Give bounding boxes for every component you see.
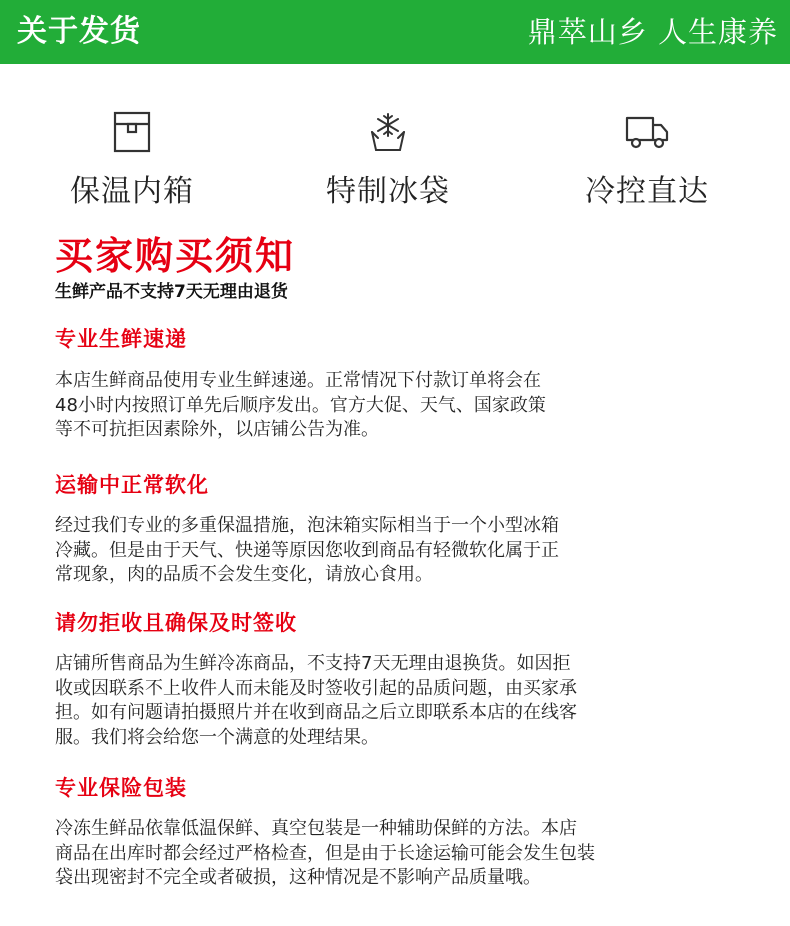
section-heading-express: 专业生鲜速递	[55, 327, 187, 351]
brand-slogan: 鼎萃山乡 人生康养	[527, 15, 778, 49]
feature-ice-bag	[288, 110, 488, 210]
feature-label: 保温内箱	[70, 174, 194, 209]
feature-label: 冷控直达	[585, 174, 709, 209]
body-line: 店铺所售商品为生鲜冷冻商品，不支持7天无理由退换货。如因拒	[55, 653, 571, 674]
page-title: 关于发货	[17, 14, 141, 49]
box-icon	[112, 110, 152, 154]
body-line: 袋出现密封不完全或者破损，这种情况是不影响产品质量哦。	[55, 867, 541, 888]
body-line: 担。如有问题请拍摄照片并在收到商品之后立即联系本店的在线客	[55, 702, 577, 723]
delivery-truck-icon	[623, 110, 671, 154]
notice-subtitle: 生鲜产品不支持7天无理由退货	[55, 282, 288, 302]
snowflake-bag-icon	[366, 110, 410, 154]
feature-label: 特制冰袋	[326, 174, 450, 209]
body-line: 本店生鲜商品使用专业生鲜速递。正常情况下付款订单将会在	[55, 370, 541, 391]
section-body-express	[55, 369, 745, 443]
body-line: 冷藏。但是由于天气、快递等原因您收到商品有轻微软化属于正	[55, 539, 559, 561]
body-line: 冷冻生鲜品依靠低温保鲜、真空包装是一种辅助保鲜的方法。本店	[55, 818, 577, 839]
body-line: 等不可抗拒因素除外，以店铺公告为准。	[55, 419, 379, 440]
body-line: 48小时内按照订单先后顺序发出。官方大促、天气、国家政策	[55, 394, 546, 416]
section-heading-softening: 运输中正常软化	[55, 473, 209, 497]
section-body-signing	[55, 652, 745, 750]
body-line: 常现象，肉的品质不会发生变化，请放心食用。	[55, 564, 433, 585]
header-bar	[0, 0, 790, 64]
section-body-softening	[55, 514, 745, 588]
feature-insulated-box	[32, 110, 232, 210]
section-heading-signing: 请勿拒收且确保及时签收	[55, 611, 297, 635]
body-line: 服。我们将会给您一个满意的处理结果。	[55, 726, 379, 748]
body-line: 经过我们专业的多重保温措施，泡沫箱实际相当于一个小型冰箱	[55, 515, 559, 536]
notice-title: 买家购买须知	[55, 234, 296, 278]
section-heading-packaging: 专业保险包装	[55, 776, 187, 800]
body-line: 收或因联系不上收件人而未能及时签收引起的品质问题，由买家承	[55, 677, 577, 699]
section-body-packaging	[55, 817, 745, 891]
feature-cold-delivery	[547, 110, 747, 210]
body-line: 商品在出库时都会经过严格检查，但是由于长途运输可能会发生包装	[55, 842, 595, 864]
